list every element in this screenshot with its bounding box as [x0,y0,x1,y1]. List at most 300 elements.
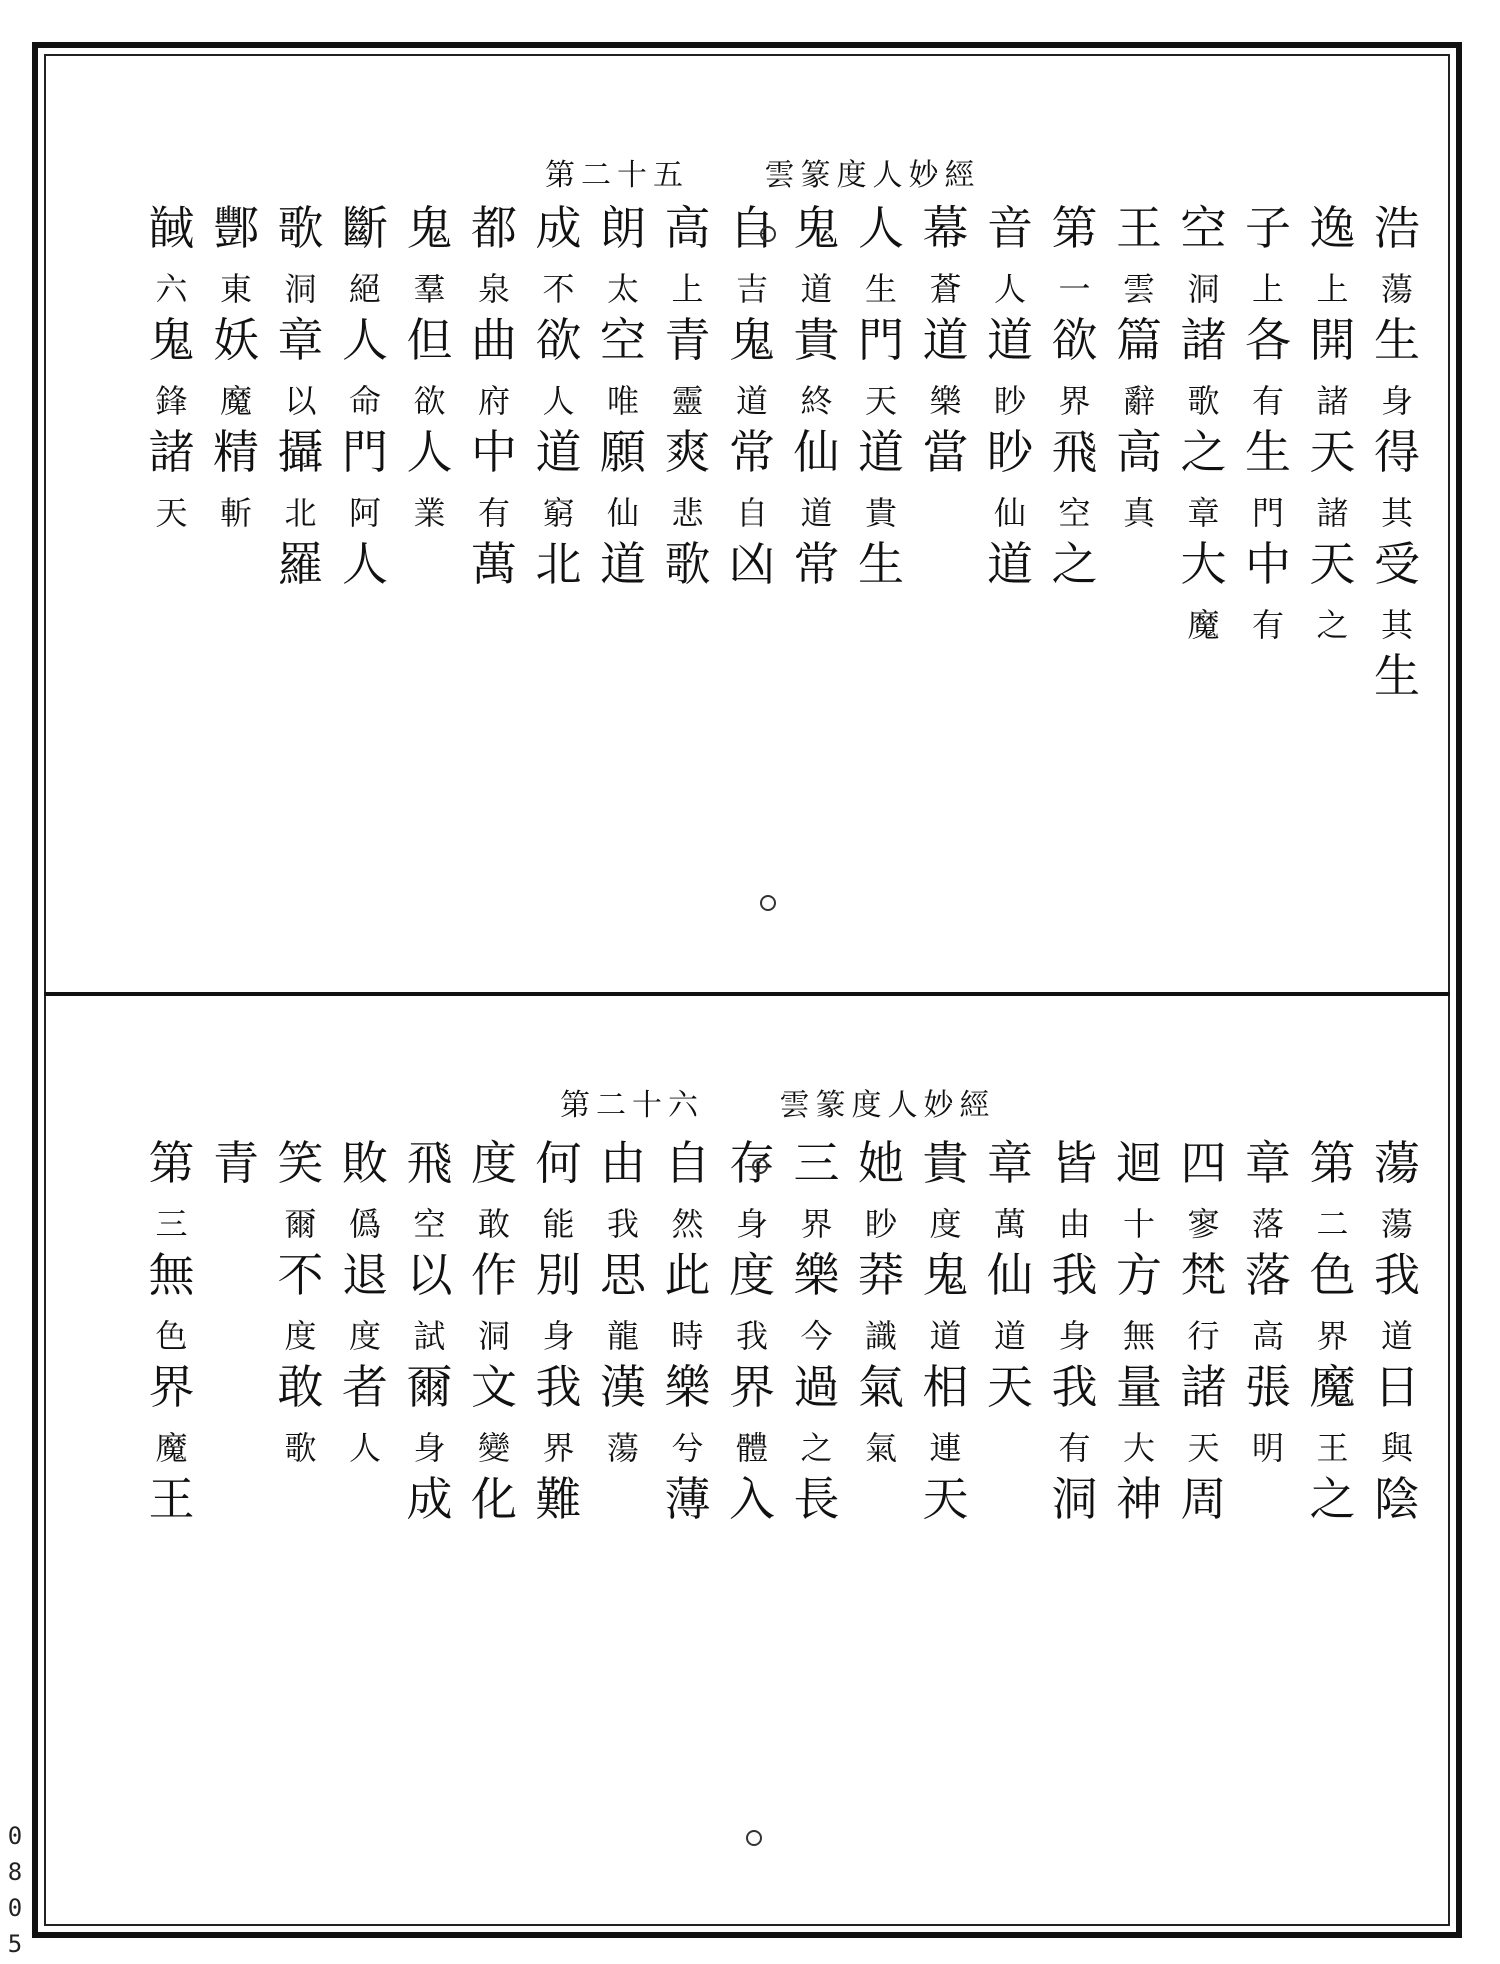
glyph: 然 [671,1205,704,1243]
glyph: 不 [542,270,575,308]
glyph: 王 [148,1472,195,1526]
glyph: 第 [1051,201,1098,255]
glyph: 落 [1245,1248,1291,1302]
punctuation-circle [746,1830,762,1846]
glyph: 有 [477,494,510,532]
glyph: 道 [993,1317,1026,1355]
text-column [143,201,201,541]
glyph: 諸 [148,425,195,479]
glyph: 高 [1116,425,1162,479]
glyph: 自 [735,494,768,532]
lower-header [560,1080,996,1124]
upper-sutra-title: 雲篆度人妙經 [764,158,981,193]
glyph: 音 [987,201,1033,255]
glyph: 上 [1251,270,1284,308]
glyph: 以 [284,382,317,420]
glyph: 王 [1116,201,1162,255]
glyph: 不 [277,1248,324,1302]
glyph: 道 [858,425,904,479]
glyph: 欲 [1051,313,1098,367]
glyph: 十 [1122,1205,1155,1243]
glyph: 常 [729,425,775,479]
glyph: 無 [148,1248,195,1302]
text-column [530,1136,588,1532]
glyph: 相 [922,1360,969,1414]
glyph: 歌 [1187,382,1220,420]
glyph: 上 [671,270,704,308]
glyph: 此 [664,1248,711,1302]
glyph: 斷 [342,201,388,255]
glyph: 天 [1309,425,1356,479]
glyph: 之 [1180,425,1227,479]
glyph: 魔 [155,1429,188,1467]
glyph: 攝 [277,425,324,479]
glyph: 人 [342,313,388,367]
text-column [917,1136,975,1532]
glyph: 生 [1374,313,1420,367]
text-column [1368,201,1426,709]
glyph: 皆 [1051,1136,1098,1190]
glyph: 洞 [1187,270,1220,308]
glyph: 度 [729,1248,775,1302]
glyph: 神 [1116,1472,1162,1526]
glyph: 退 [342,1248,388,1302]
page-number: 0 8 0 5 [7,1822,23,1958]
glyph: 篇 [1116,313,1162,367]
glyph: 樂 [664,1360,711,1414]
text-column [659,1136,717,1532]
glyph: 羣 [413,270,446,308]
glyph: 蕩 [1374,1136,1420,1190]
glyph: 文 [471,1360,517,1414]
glyph: 明 [1251,1429,1284,1467]
glyph: 諸 [1180,313,1227,367]
glyph: 度 [284,1317,317,1355]
glyph: 周 [1180,1472,1227,1526]
glyph: 常 [793,537,840,591]
text-column [1110,1136,1168,1532]
text-column [1304,201,1362,653]
glyph: 開 [1309,313,1356,367]
glyph: 時 [671,1317,704,1355]
glyph: 度 [929,1205,962,1243]
glyph: 萬 [471,537,517,591]
glyph: 洞 [284,270,317,308]
text-column [723,1136,781,1532]
glyph: 道 [922,313,969,367]
glyph: 仙 [606,494,639,532]
text-column [788,1136,846,1532]
glyph: 願 [600,425,646,479]
glyph: 化 [471,1472,517,1526]
glyph: 我 [1051,1360,1098,1414]
glyph: 窮 [542,494,575,532]
text-column [981,1136,1039,1420]
glyph: 蕩 [1380,1205,1413,1243]
glyph: 逸 [1309,201,1356,255]
glyph: 得 [1374,425,1420,479]
glyph: 敗 [342,1136,388,1190]
glyph: 連 [929,1429,962,1467]
glyph: 變 [477,1429,510,1467]
glyph: 三 [155,1205,188,1243]
text-column [465,201,523,597]
text-column [1239,201,1297,653]
glyph: 魔 [219,382,252,420]
glyph: 三 [793,1136,840,1190]
glyph: 界 [800,1205,833,1243]
glyph: 生 [858,537,904,591]
text-column [852,201,910,597]
glyph: 飛 [1051,425,1098,479]
glyph: 浩 [1374,201,1420,255]
glyph: 氣 [864,1429,897,1467]
glyph: 人 [342,537,388,591]
text-column [852,1136,910,1476]
glyph: 梵 [1180,1248,1227,1302]
glyph: 但 [406,313,453,367]
glyph: 體 [735,1429,768,1467]
punctuation-circle [760,226,776,242]
punctuation-circle [760,895,776,911]
glyph: 長 [793,1472,840,1526]
glyph: 度 [348,1317,381,1355]
glyph: 道 [800,494,833,532]
glyph: 蕩 [1380,270,1413,308]
glyph: 鬼 [406,201,453,255]
glyph: 無 [1122,1317,1155,1355]
upper-section-number: 第二十五 [545,158,689,193]
text-column [530,201,588,597]
punctuation-circle [752,1158,768,1174]
glyph: 歌 [664,537,711,591]
lower-sutra-title: 雲篆度人妙經 [779,1088,996,1123]
glyph: 眇 [993,382,1026,420]
glyph: 由 [1058,1205,1091,1243]
text-column [1046,1136,1104,1532]
glyph: 道 [987,537,1033,591]
glyph: 試 [413,1317,446,1355]
glyph: 唯 [606,382,639,420]
glyph: 歌 [277,201,324,255]
glyph: 魔 [1187,606,1220,644]
text-column [594,201,652,597]
glyph: 太 [606,270,639,308]
glyph: 天 [922,1472,969,1526]
glyph: 受 [1374,537,1420,591]
glyph: 道 [535,425,582,479]
glyph: 當 [922,425,969,479]
glyph: 大 [1180,537,1227,591]
glyph: 爾 [406,1360,453,1414]
glyph: 兮 [671,1429,704,1467]
text-column [336,1136,394,1476]
glyph: 萬 [993,1205,1026,1243]
glyph: 凶 [729,537,775,591]
glyph: 天 [864,382,897,420]
glyph: 門 [1251,494,1284,532]
glyph: 界 [729,1360,775,1414]
panel-divider [44,992,1450,996]
text-column [1304,1136,1362,1532]
text-column [272,201,330,597]
glyph: 道 [1380,1317,1413,1355]
glyph: 曲 [471,313,517,367]
glyph: 上 [1316,270,1349,308]
glyph: 量 [1116,1360,1162,1414]
text-column [1175,201,1233,653]
glyph: 洞 [477,1317,510,1355]
glyph: 方 [1116,1248,1162,1302]
glyph: 鋒 [155,382,188,420]
glyph: 高 [1251,1317,1284,1355]
glyph: 阿 [348,494,381,532]
glyph: 章 [1187,494,1220,532]
glyph: 泉 [477,270,510,308]
glyph: 靈 [671,382,704,420]
glyph: 欲 [535,313,582,367]
glyph: 自 [729,201,775,255]
glyph: 界 [1058,382,1091,420]
glyph: 府 [477,382,510,420]
glyph: 洞 [1051,1472,1098,1526]
glyph: 章 [277,313,324,367]
glyph: 雲 [1122,270,1155,308]
text-column [659,201,717,597]
glyph: 真 [1122,494,1155,532]
text-column [917,201,975,485]
text-column [594,1136,652,1476]
glyph: 鬼 [729,313,775,367]
glyph: 精 [213,425,259,479]
glyph: 難 [535,1472,582,1526]
glyph: 以 [406,1248,453,1302]
glyph: 諸 [1180,1360,1227,1414]
glyph: 由 [600,1136,646,1190]
glyph: 別 [535,1248,582,1302]
glyph: 東 [219,270,252,308]
glyph: 之 [1051,537,1098,591]
text-column [1239,1136,1297,1476]
glyph: 人 [348,1429,381,1467]
glyph: 界 [1316,1317,1349,1355]
glyph: 過 [793,1360,840,1414]
text-column [723,201,781,597]
glyph: 迴 [1116,1136,1162,1190]
glyph: 中 [1245,537,1291,591]
glyph: 身 [735,1205,768,1243]
glyph: 朗 [600,201,646,255]
glyph: 貴 [793,313,840,367]
glyph: 北 [284,494,317,532]
glyph: 道 [800,270,833,308]
glyph: 我 [1051,1248,1098,1302]
glyph: 色 [1309,1248,1356,1302]
glyph: 道 [987,313,1033,367]
glyph: 各 [1245,313,1291,367]
glyph: 青 [213,1136,259,1190]
glyph: 莽 [858,1248,904,1302]
glyph: 悲 [671,494,704,532]
glyph: 鬼 [793,201,840,255]
glyph: 諸 [1316,494,1349,532]
glyph: 章 [987,1136,1033,1190]
glyph: 能 [542,1205,575,1243]
glyph: 人 [406,425,453,479]
glyph: 第 [148,1136,195,1190]
glyph: 行 [1187,1317,1220,1355]
text-column [143,1136,201,1532]
glyph: 門 [858,313,904,367]
glyph: 與 [1380,1429,1413,1467]
glyph: 中 [471,425,517,479]
glyph: 爾 [284,1205,317,1243]
glyph: 身 [1380,382,1413,420]
glyph: 敢 [277,1360,324,1414]
glyph: 其 [1380,494,1413,532]
glyph: 落 [1251,1205,1284,1243]
glyph: 笑 [277,1136,324,1190]
glyph: 度 [471,1136,517,1190]
glyph: 張 [1245,1360,1291,1414]
text-column [1046,201,1104,597]
glyph: 我 [1374,1248,1420,1302]
glyph: 貴 [922,1136,969,1190]
glyph: 有 [1251,382,1284,420]
lower-section-number: 第二十六 [560,1088,704,1123]
glyph: 識 [864,1317,897,1355]
glyph: 妖 [213,313,259,367]
glyph: 龍 [606,1317,639,1355]
glyph: 空 [1180,201,1227,255]
glyph: 之 [1309,1472,1356,1526]
glyph: 她 [858,1136,904,1190]
glyph: 四 [1180,1136,1227,1190]
glyph: 吉 [735,270,768,308]
glyph: 身 [1058,1317,1091,1355]
glyph: 眇 [864,1205,897,1243]
glyph: 章 [1245,1136,1291,1190]
text-column [1175,1136,1233,1532]
glyph: 成 [535,201,582,255]
glyph: 生 [864,270,897,308]
upper-header [545,150,981,194]
glyph: 道 [735,382,768,420]
glyph: 青 [664,313,711,367]
glyph: 門 [342,425,388,479]
glyph: 界 [148,1360,195,1414]
text-column [207,1136,265,1196]
glyph: 六 [155,270,188,308]
glyph: 僞 [348,1205,381,1243]
glyph: 寥 [1187,1205,1220,1243]
glyph: 人 [993,270,1026,308]
glyph: 斬 [219,494,252,532]
glyph: 貴 [864,494,897,532]
glyph: 我 [535,1360,582,1414]
glyph: 之 [800,1429,833,1467]
glyph: 仙 [987,1248,1033,1302]
text-column [1110,201,1168,541]
glyph: 仙 [793,425,840,479]
glyph: 辭 [1122,382,1155,420]
glyph: 陰 [1374,1472,1420,1526]
glyph: 漢 [600,1360,646,1414]
glyph: 人 [542,382,575,420]
glyph: 色 [155,1317,188,1355]
text-column [272,1136,330,1476]
glyph: 今 [800,1317,833,1355]
glyph: 之 [1316,606,1349,644]
text-column [981,201,1039,597]
glyph: 鬼 [922,1248,969,1302]
glyph: 酆 [213,201,259,255]
text-column [1368,1136,1426,1532]
glyph: 生 [1245,425,1291,479]
glyph: 鬼 [148,313,195,367]
glyph: 其 [1380,606,1413,644]
text-column [401,1136,459,1532]
text-column [788,201,846,597]
glyph: 何 [535,1136,582,1190]
glyph: 王 [1316,1429,1349,1467]
glyph: 敢 [477,1205,510,1243]
glyph: 命 [348,382,381,420]
text-column [207,201,265,541]
glyph: 成 [406,1472,453,1526]
glyph: 天 [987,1360,1033,1414]
text-column [465,1136,523,1532]
glyph: 我 [735,1317,768,1355]
text-column [401,201,459,541]
glyph: 魔 [1309,1360,1356,1414]
glyph: 天 [1187,1429,1220,1467]
glyph: 者 [342,1360,388,1414]
glyph: 天 [1309,537,1356,591]
glyph: 氣 [858,1360,904,1414]
text-column [336,201,394,597]
glyph: 空 [413,1205,446,1243]
glyph: 有 [1058,1429,1091,1467]
glyph: 我 [606,1205,639,1243]
glyph: 存 [729,1136,775,1190]
glyph: 一 [1058,270,1091,308]
glyph: 樂 [793,1248,840,1302]
glyph: 思 [600,1248,646,1302]
glyph: 爽 [664,425,711,479]
glyph: 空 [1058,494,1091,532]
glyph: 道 [929,1317,962,1355]
glyph: 終 [800,382,833,420]
glyph: 眇 [987,425,1033,479]
glyph: 羅 [277,537,324,591]
glyph: 飛 [406,1136,453,1190]
glyph: 作 [471,1248,517,1302]
glyph: 高 [664,201,711,255]
glyph: 第 [1309,1136,1356,1190]
glyph: 都 [471,201,517,255]
glyph: 日 [1374,1360,1420,1414]
glyph: 北 [535,537,582,591]
glyph: 人 [858,201,904,255]
glyph: 天 [155,494,188,532]
glyph: 子 [1245,201,1291,255]
glyph: 大 [1122,1429,1155,1467]
glyph: 身 [413,1429,446,1467]
glyph: 道 [600,537,646,591]
glyph: 二 [1316,1205,1349,1243]
glyph: 幕 [922,201,969,255]
